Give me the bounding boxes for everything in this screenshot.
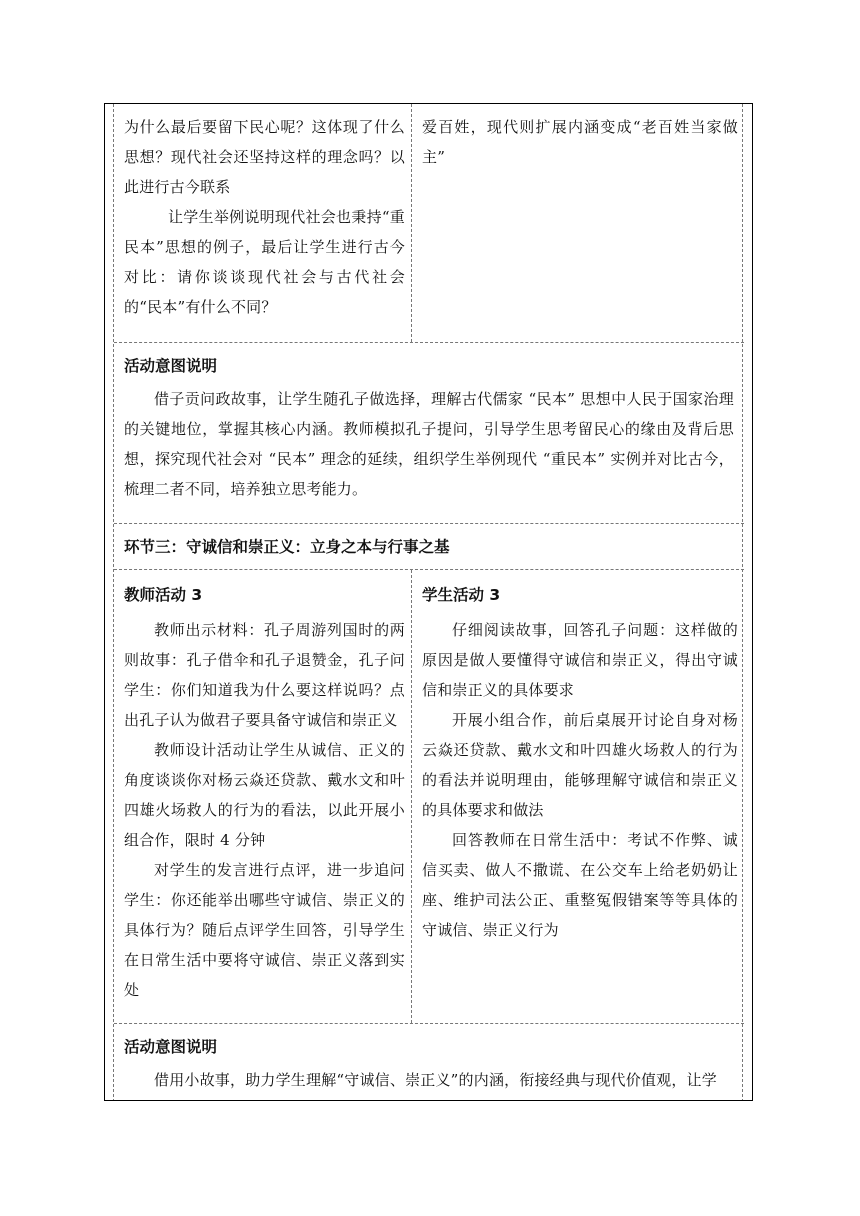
intent-cell — [114, 343, 744, 523]
paragraph: 爱百姓，现代则扩展内涵变成“老百姓当家做主” — [422, 118, 738, 166]
table-row — [114, 524, 744, 570]
paragraph: 回答教师在日常生活中：考试不作弊、诚信买卖、做人不撒谎、在公交车上给老奶奶让座、维护司法公正、重整冤假错案等等具体的守诚信、崇正义行为 — [422, 831, 738, 939]
paragraph: 教师设计活动让学生从诚信、正义的角度谈谈你对杨云焱还贷款、戴水文和叶四雄火场救人的行为的看法，以此开展小组合作，限时 4 分钟 — [124, 741, 405, 849]
teacher-activity-heading: 教师活动 3 — [124, 586, 203, 604]
document-page — [104, 103, 753, 1101]
section-heading: 活动意图说明 — [124, 357, 218, 375]
teacher-activity-cell — [114, 104, 412, 342]
table-row — [114, 570, 744, 1024]
student-activity-cell — [412, 570, 744, 1023]
section-title-cell — [114, 524, 744, 569]
paragraph: 仔细阅读故事，回答孔子问题：这样做的原因是做人要懂得守诚信和崇正义，得出守诚信和崇正义的具体要求 — [422, 621, 738, 699]
paragraph: 借子贡问政故事，让学生随孔子做选择，理解古代儒家 “民本” 思想中人民于国家治理的关键地位，掌握其核心内涵。教师模拟孔子提问，引导学生思考留民心的缘由及背后思想，探究现代社会对 “民本” 理念的延续，组织学生举例现代 “重民本” 实例并对比古今，梳理二者不同，培养独立思考能力。 — [124, 390, 734, 498]
paragraph: 教师出示材料：孔子周游列国时的两则故事：孔子借伞和孔子退赞金，孔子问学生：你们知道我为什么要这样说吗？点出孔子认为做君子要具备守诚信和崇正义 — [124, 621, 405, 729]
paragraph: 借用小故事，助力学生理解“守诚信、崇正义”的内涵，衔接经典与现代价值观，让学 — [154, 1071, 717, 1089]
section-heading: 活动意图说明 — [124, 1038, 218, 1056]
student-activity-heading: 学生活动 3 — [422, 586, 501, 604]
lesson-table — [113, 104, 743, 1101]
table-row — [114, 343, 744, 524]
paragraph: 对学生的发言进行点评，进一步追问学生：你还能举出哪些守诚信、崇正义的具体行为？随后点评学生回答，引导学生在日常生活中要将守诚信、崇正义落到实处 — [124, 861, 405, 999]
section-title: 环节三：守诚信和崇正义：立身之本与行事之基 — [124, 538, 450, 556]
paragraph: 为什么最后要留下民心呢？这体现了什么思想？现代社会还坚持这样的理念吗？以此进行古今联系 — [124, 118, 405, 196]
student-activity-cell — [412, 104, 744, 342]
table-row — [114, 104, 744, 343]
intent-cell — [114, 1024, 744, 1101]
paragraph: 开展小组合作，前后桌展开讨论自身对杨云焱还贷款、戴水文和叶四雄火场救人的行为的看法并说明理由，能够理解守诚信和崇正义的具体要求和做法 — [422, 711, 738, 819]
paragraph: 让学生举例说明现代社会也秉持“重民本”思想的例子，最后让学生进行古今对比：请你谈谈现代社会与古代社会的“民本”有什么不同？ — [124, 208, 405, 316]
teacher-activity-cell — [114, 570, 412, 1023]
table-row — [114, 1024, 744, 1101]
